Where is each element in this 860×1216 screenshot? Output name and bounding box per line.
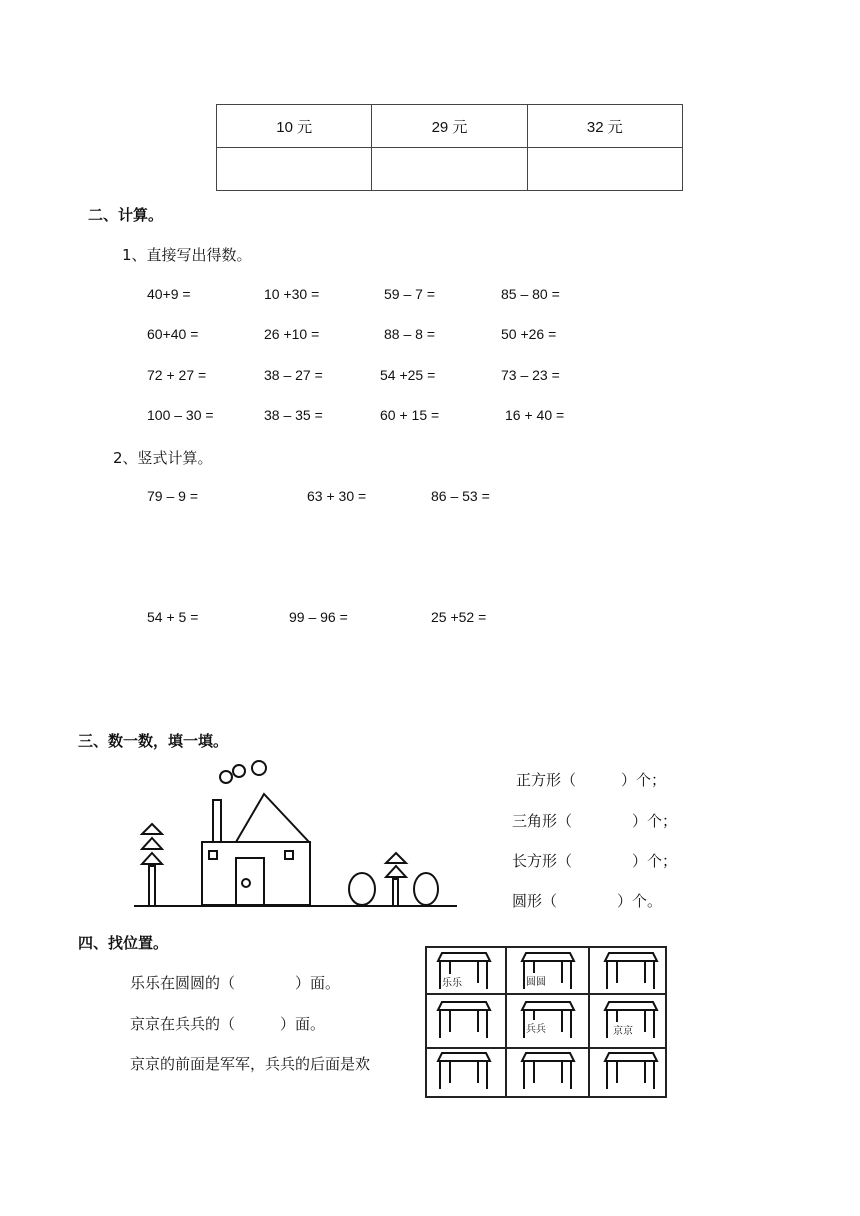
question-line: 京京的前面是军军，兵兵的后面是欢 bbox=[130, 1055, 371, 1073]
equation: 100 – 30 = bbox=[147, 407, 214, 423]
vertical-equation: 54 + 5 = bbox=[147, 609, 199, 625]
table-row bbox=[217, 105, 683, 148]
circle-count-line: 圆形（ ）个。 bbox=[512, 892, 663, 910]
seat-label: 兵兵 bbox=[526, 1020, 546, 1035]
door-knob bbox=[242, 879, 250, 887]
section-2-title: 二、计算。 bbox=[88, 206, 164, 224]
house-scene-figure bbox=[130, 756, 470, 906]
tree-triangle bbox=[142, 853, 162, 864]
desk-seat bbox=[428, 998, 512, 1045]
vertical-equation: 25 +52 = bbox=[431, 609, 487, 625]
rectangle-count-line: 长方形（ ）个； bbox=[512, 852, 678, 870]
square-count-line: 正方形（ ）个； bbox=[516, 771, 667, 789]
tree-triangle bbox=[142, 824, 162, 834]
seat-label: 京京 bbox=[613, 1022, 633, 1037]
answer-cell[interactable] bbox=[527, 148, 682, 191]
table-row bbox=[217, 148, 683, 191]
seat-label: 乐乐 bbox=[442, 974, 462, 989]
subsection-1-title: 1、直接写出得数。 bbox=[122, 246, 252, 264]
vertical-equation: 79 – 9 = bbox=[147, 488, 198, 504]
vertical-equation: 99 – 96 = bbox=[289, 609, 348, 625]
tree-triangle bbox=[386, 853, 406, 863]
table-cell: 10 元 bbox=[217, 105, 372, 148]
bush-oval bbox=[414, 873, 438, 905]
equation: 72 + 27 = bbox=[147, 367, 207, 383]
window-square bbox=[285, 851, 293, 859]
tree-triangle bbox=[142, 838, 162, 849]
tree-trunk bbox=[393, 879, 398, 906]
desk-seat bbox=[428, 1049, 512, 1096]
equation: 50 +26 = bbox=[501, 326, 557, 342]
equation: 10 +30 = bbox=[264, 286, 320, 302]
equation: 60 + 15 = bbox=[380, 407, 440, 423]
equation: 59 – 7 = bbox=[384, 286, 435, 302]
window-square bbox=[209, 851, 217, 859]
seat-label: 圆圆 bbox=[526, 973, 546, 988]
equation: 88 – 8 = bbox=[384, 326, 435, 342]
desk-seat bbox=[512, 949, 596, 996]
table-cell: 29 元 bbox=[372, 105, 527, 148]
desk-seat bbox=[595, 1049, 679, 1096]
chimney bbox=[213, 800, 221, 842]
section-3-title: 三、数一数，填一填。 bbox=[78, 732, 229, 750]
section-4-title: 四、找位置。 bbox=[78, 934, 169, 952]
smoke-circle bbox=[220, 771, 232, 783]
answer-cell[interactable] bbox=[217, 148, 372, 191]
equation: 85 – 80 = bbox=[501, 286, 560, 302]
question-line: 京京在兵兵的（ ）面。 bbox=[130, 1015, 326, 1033]
equation: 54 +25 = bbox=[380, 367, 436, 383]
equation: 16 + 40 = bbox=[505, 407, 565, 423]
triangle-count-line: 三角形（ ）个； bbox=[512, 812, 678, 830]
subsection-2-title: 2、竖式计算。 bbox=[113, 449, 213, 467]
equation: 38 – 35 = bbox=[264, 407, 323, 423]
vertical-equation: 86 – 53 = bbox=[431, 488, 490, 504]
equation: 40+9 = bbox=[147, 286, 191, 302]
roof-triangle bbox=[236, 794, 309, 842]
answer-cell[interactable] bbox=[372, 148, 527, 191]
vertical-equation: 63 + 30 = bbox=[307, 488, 367, 504]
equation: 73 – 23 = bbox=[501, 367, 560, 383]
tree-triangle bbox=[386, 866, 406, 877]
price-table bbox=[216, 104, 683, 191]
equation: 60+40 = bbox=[147, 326, 199, 342]
smoke-circle bbox=[252, 761, 266, 775]
smoke-circle bbox=[233, 765, 245, 777]
desk-seat bbox=[595, 998, 679, 1045]
equation: 26 +10 = bbox=[264, 326, 320, 342]
question-line: 乐乐在圆圆的（ ）面。 bbox=[130, 974, 341, 992]
desk-seat bbox=[512, 1049, 596, 1096]
desk-seat bbox=[428, 949, 512, 996]
desk-seat bbox=[595, 949, 679, 996]
table-cell: 32 元 bbox=[527, 105, 682, 148]
desk-seat bbox=[512, 998, 596, 1045]
bush-oval bbox=[349, 873, 375, 905]
tree-trunk bbox=[149, 866, 155, 906]
equation: 38 – 27 = bbox=[264, 367, 323, 383]
